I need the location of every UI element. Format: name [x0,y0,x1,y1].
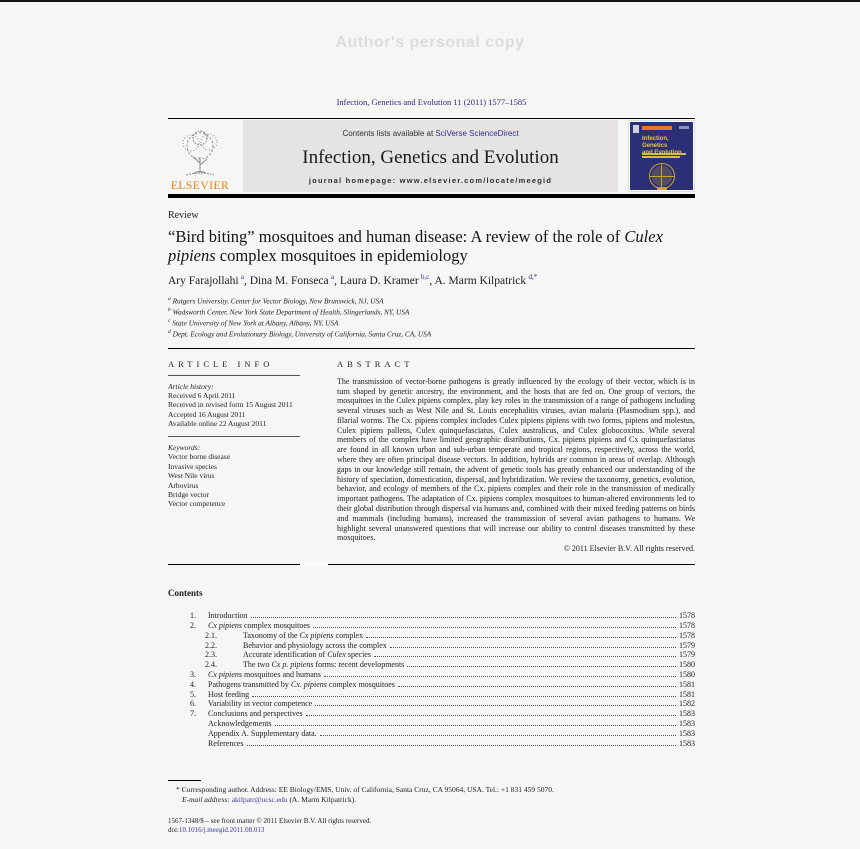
toc-entry[interactable] [168,621,695,631]
toc-label [208,729,317,739]
dot-leader [251,617,676,618]
affiliation-sup: c [168,318,171,325]
toc-page-number[interactable]: 1582 [679,699,695,709]
dot-leader [320,735,676,736]
elsevier-wordmark: ELSEVIER [170,180,230,192]
contents-available-prefix: Contents lists available at [342,129,436,138]
journal-cover-thumbnail [630,122,693,190]
email-link[interactable]: akilpatr@ucsc.edu [231,794,288,804]
toc-label-text: Pathogens transmitted by [208,679,291,689]
article-title-species: Culex pipiens [168,227,663,265]
keyword: West Nile virus [168,471,215,481]
author [434,275,537,287]
toc-entry[interactable] [168,729,695,739]
article-history-label: Article history: [168,381,214,391]
email-note [168,795,695,804]
history-entry: Received 6 April 2011 [168,390,236,400]
dot-leader [252,696,676,697]
cover-elsevier-mark [633,125,639,133]
keyword: Bridge vector [168,489,210,499]
toc-number: 2.2. [205,640,217,650]
toc-page-number[interactable]: 1580 [679,670,695,680]
toc-number: 1. [190,611,196,621]
cover-globe-icon [649,163,675,189]
author-affiliation-sup: d,* [528,273,538,281]
toc-page-number[interactable]: 1583 [679,728,695,738]
article-info-heading: ARTICLE INFO [168,358,274,369]
author-affiliation-sup: a [330,273,335,281]
author [340,275,435,287]
toc-label [208,670,321,680]
dot-leader [407,666,676,667]
cover-subtitle-rule1 [642,153,686,155]
email-suffix: (A. Marm Kilpatrick). [287,794,357,804]
author-separator: , [334,274,340,287]
keywords-label: Keywords: [168,443,201,453]
abstract-bottom-rule [168,564,695,565]
toc-label-italic: Cx pipiens [299,630,334,640]
abstract-column [337,349,695,554]
info-abstract-section [168,349,695,554]
doi-label: doi: [168,825,179,834]
keyword: Invasive species [168,461,217,471]
toc-label-text: complex mosquitoes [242,621,310,631]
toc-label-italic: Cx. pipiens [290,679,327,689]
header-thick-rule [168,194,695,198]
corresponding-author-text: Corresponding author. Address: EE Biology/EMS, Univ. of California, Santa Cruz, CA 95064, USA. Tel.: +1 831 459 5070. [179,785,554,795]
affiliation-text: State University of New York at Albany, Albany, NY, USA [172,318,339,328]
toc-label [208,690,249,700]
author-affiliation-sup: b,c [421,273,430,281]
author-name: A. Marm Kilpatrick [434,274,527,287]
toc-label-text: Introduction [208,611,248,621]
doi-link[interactable]: 10.1016/j.meegid.2011.08.013 [178,825,265,834]
journal-header-banner [168,118,695,192]
corresponding-author-note [168,785,695,794]
toc-page-number[interactable]: 1578 [679,630,695,640]
toc-label-italic: Cx p. pipiens [271,660,314,670]
author-affiliation-sup: a [240,273,244,281]
authors-personal-copy-watermark: Author's personal copy [335,34,525,51]
email-label: E-mail address: [182,794,230,804]
article-title-post: complex mosquitoes in epidemiology [215,245,468,265]
history-entry: Accepted 16 August 2011 [168,409,246,419]
elsevier-logo [168,120,232,192]
toc-label [243,631,363,641]
toc-number: 2.4. [205,660,217,670]
toc-label-text: Acknowledgements [208,719,272,729]
toc-entry[interactable] [168,650,695,660]
dot-leader [315,705,676,706]
abstract-copyright: © 2011 Elsevier B.V. All rights reserved. [563,544,695,554]
toc-label-italic: Culex [327,650,346,660]
authors-line [168,273,695,287]
toc-entry[interactable] [168,670,695,680]
toc-label-text: Appendix A. Supplementary data. [208,728,317,738]
cover-globe-stand [657,187,667,190]
contents-heading: Contents [168,588,203,599]
toc-label [208,739,244,749]
toc-number: 2.1. [205,630,217,640]
article-info-rule [168,375,300,376]
journal-title: Infection, Genetics and Evolution [302,147,559,168]
cover-subtitle-rule2 [642,156,680,158]
keyword: Vector borne disease [168,452,231,462]
toc-label [243,641,387,651]
rule-notch [300,562,328,567]
toc-number: 5. [190,689,196,699]
toc-label-text: Accurate identification of [243,650,328,660]
doi-line [168,826,695,835]
toc-entry[interactable] [168,641,695,651]
toc-label [208,611,248,621]
dot-leader [247,745,676,746]
author-separator: , [429,274,435,287]
affiliation-row [168,317,695,328]
affiliations [168,295,695,340]
toc-label [243,660,404,670]
journal-citation: Infection, Genetics and Evolution 11 (2011) 1577–1585 [336,97,527,107]
toc-label-text: Host feeding [208,689,250,699]
article-title-pre: “Bird biting” mosquitoes and human disease: A review of the role of [168,227,625,246]
toc-label-text: Behavior and physiology across the complex [243,640,387,650]
affiliation-text: Rutgers University, Center for Vector Biology, New Brunswick, NJ, USA [172,296,384,306]
toc-page-number[interactable]: 1581 [679,689,695,699]
toc-entry[interactable] [168,631,695,641]
keywords-block [168,436,300,508]
toc-page-number[interactable]: 1583 [679,719,695,729]
author-separator: , [244,274,250,287]
journal-masthead [243,120,618,192]
affiliation-sup: a [168,295,171,302]
toc-page-number[interactable]: 1581 [679,679,695,689]
toc-label-text: mosquitoes and humans [242,670,321,680]
toc-number: 7. [190,709,196,719]
toc-entry[interactable] [168,719,695,729]
footnotes [168,785,695,803]
toc-label [208,680,395,690]
toc-label-text: complex [333,630,364,640]
toc-page-number[interactable]: 1579 [679,650,695,660]
abstract-heading: ABSTRACT [337,358,414,369]
toc-label [208,719,272,729]
dot-leader [374,656,676,657]
elsevier-tree-icon [174,129,226,179]
toc-number: 6. [190,699,196,709]
asterisk-marker: * [176,785,180,795]
toc-label-text: species [345,650,371,660]
sciverse-sciencedirect-link[interactable]: SciVerse ScienceDirect [435,129,519,138]
affiliation-text: Wadsworth Center, New York State Department of Health, Slingerlands, NY, USA [172,307,410,317]
history-entry: Available online 22 August 2011 [168,418,267,428]
toc-number: 3. [190,670,196,680]
author [168,275,250,287]
issn-copyright-line: 1567-1348/$ – see front matter © 2011 Elsevier B.V. All rights reserved. [168,816,372,825]
keyword: Vector competence [168,499,226,509]
toc-page-number[interactable]: 1583 [679,709,695,719]
toc-label-text: The two [243,660,272,670]
toc-entry[interactable] [168,660,695,670]
toc-entry[interactable] [168,690,695,700]
affiliation-row [168,295,695,306]
dot-leader [275,725,676,726]
toc-label [208,699,312,709]
toc-label [243,650,371,660]
dot-leader [306,715,676,716]
dot-leader [390,647,676,648]
article-type-label: Review [168,210,199,221]
toc-entry[interactable] [168,709,695,719]
toc-entry[interactable] [168,611,695,621]
affiliation-row [168,328,695,339]
affiliation-sup: b [168,307,171,314]
journal-homepage-link[interactable]: journal homepage: www.elsevier.com/locate/meegid [308,176,553,185]
toc-label [208,621,310,631]
keyword: Arbovirus [168,480,199,490]
cover-title-line1: Infection, Genetics [642,136,669,149]
toc-label-text: Variability in vector competence [208,699,313,709]
cover-header-band [642,126,672,130]
toc-number: 2.3. [205,650,217,660]
journal-cover-frame [628,120,695,192]
toc-page-number[interactable]: 1580 [679,660,695,670]
toc-label-text: References [208,738,244,748]
toc-entry[interactable] [168,739,695,749]
dot-leader [366,637,676,638]
toc-page-number[interactable]: 1579 [679,640,695,650]
affiliation-row [168,306,695,317]
toc-number: 4. [190,679,196,689]
dot-leader [398,686,676,687]
toc-label-text: Conclusions and perspectives [208,709,303,719]
toc-page-number[interactable]: 1578 [679,611,695,621]
toc-page-number[interactable]: 1578 [679,621,695,631]
toc-label-italic: Cx pipiens [208,621,242,631]
dot-leader [324,676,676,677]
affiliation-text: Dept. Ecology and Evolutionary Biology, University of California, Santa Cruz, CA, USA [172,329,432,339]
toc-label-text: forms: recent developments [313,660,405,670]
table-of-contents [168,611,695,748]
toc-label-italic: Cx pipiens [208,670,242,680]
toc-label-text: complex mosquitoes [326,679,395,689]
author-name: Laura D. Kramer [339,274,419,287]
toc-label [208,709,303,719]
dot-leader [313,627,676,628]
footnote-rule [168,780,201,781]
author [250,275,340,287]
author-name: Ary Farajollahi [168,274,239,287]
affiliation-sup: d [168,329,171,336]
toc-label-text: Taxonomy of the [243,630,300,640]
author-name: Dina M. Fonseca [249,274,329,287]
article-title [168,228,695,265]
contents-available-line [243,129,618,138]
toc-page-number[interactable]: 1583 [679,738,695,748]
article-info-column [168,349,300,554]
toc-entry[interactable] [168,699,695,709]
cover-issue-band [679,126,689,129]
history-entry: Received in revised form 15 August 2011 [168,400,293,410]
article-page [168,0,695,834]
toc-entry[interactable] [168,680,695,690]
toc-number: 2. [190,621,196,631]
abstract-text: The transmission of vector-borne pathogens is greatly influenced by the ecology of their vector, which is in turn shaped by genetic ancestry, the environment, and the hosts that are fed on. One group of vectors, the mosquitoes in the Culex pipiens complex, play key roles in the transmission of a range of pathogens including several viruses such as West Nile and St. Louis encephalitis viruses, avian malaria (Plasmodium spp.), and filarial worms. The Cx. pipiens complex includes Culex pipiens pipiens with two forms, pipiens and molestus, Culex pipiens pallens, Culex quinquefasciatus, Culex australicus, and Culex globocoxitus. While several members of the complex have limited geographic distributions, Cx. pipiens pipiens and Cx quinquefasciatus are found in all known urban and sub-urban temperate and tropical regions, respectively, across the world, where they are often principal disease vectors. In addition, hybrids are common in areas of overlap. Although gaps in our knowledge still remain, the advent of genetic tools has greatly enhanced our understanding of the history of speciation, domestication, dispersal, and hybridization. We review the taxonomy, genetics, evolution, behavior, and ecology of members of the Cx. pipiens complex and their role in the transmission of medically important pathogens. The adaptation of Cx. pipiens complex mosquitoes to human-altered environments led to their global distribution through dispersal via humans and, combined with their mixed feeding patterns on birds and mammals (including humans), increased the transmission of several avian pathogens to humans. We highlight several unanswered questions that will increase our ability to control diseases transmitted by these mosquitoes. [337,376,695,543]
